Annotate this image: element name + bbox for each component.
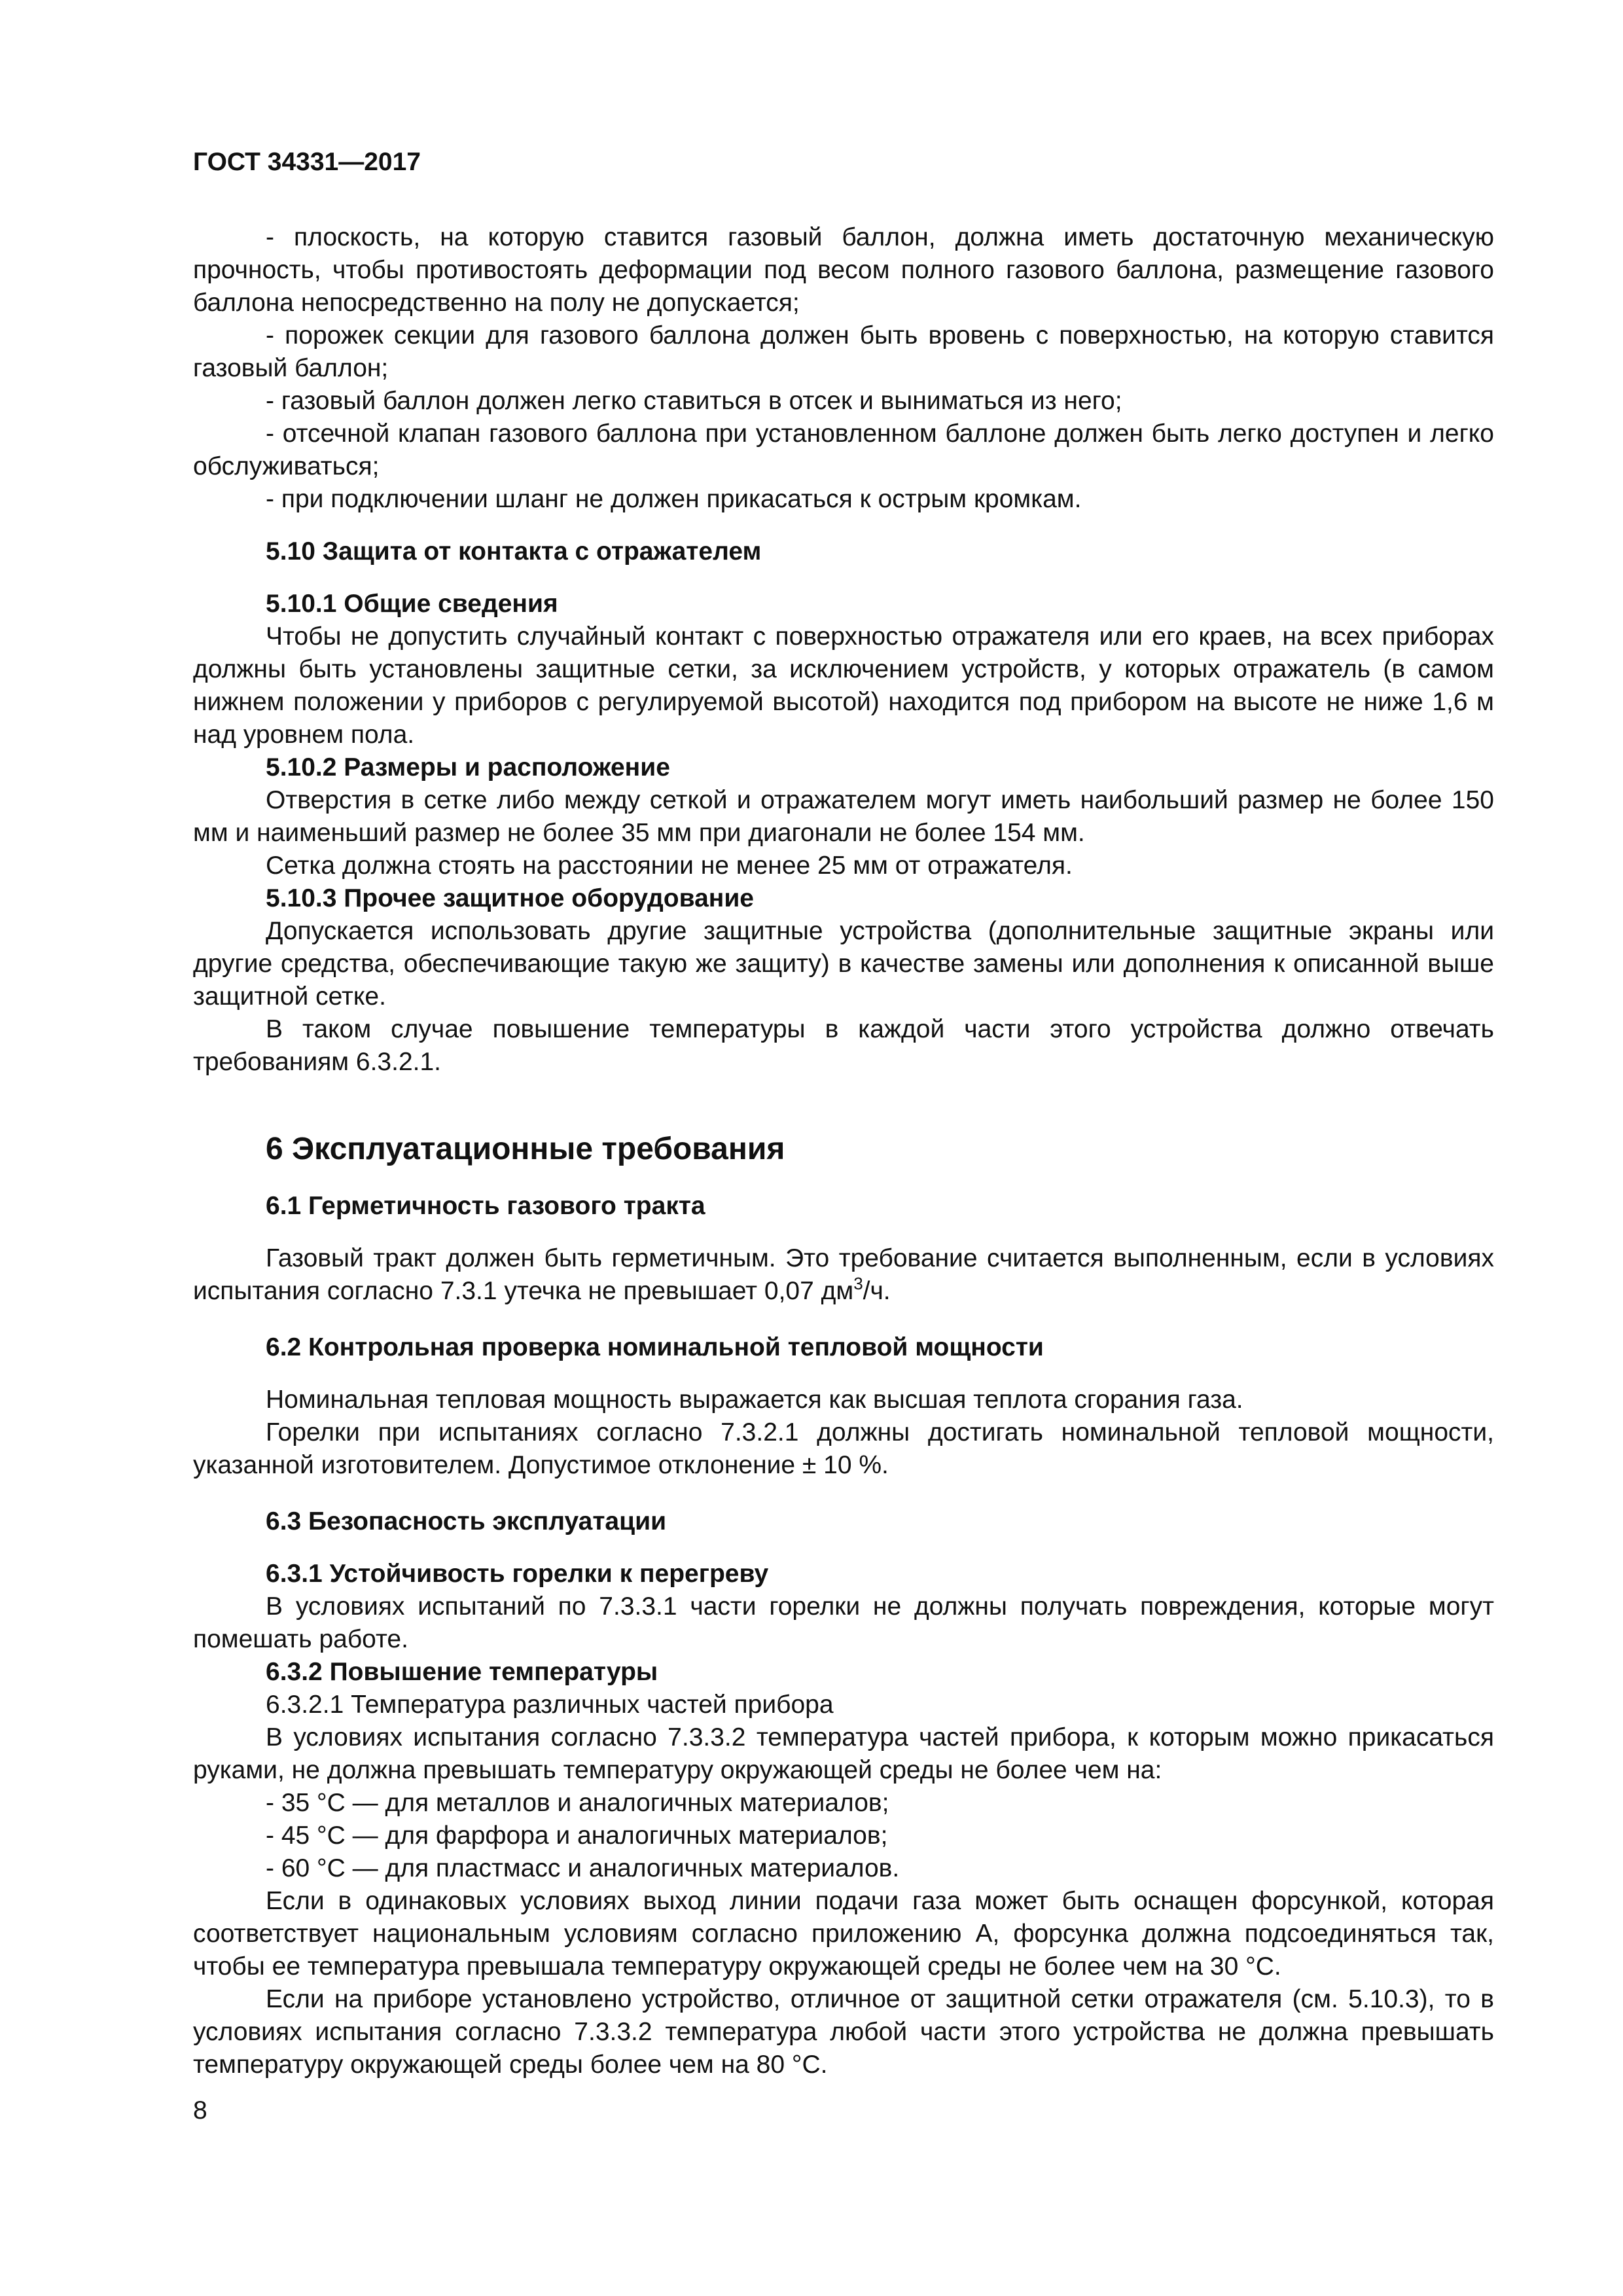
subsection-heading-5-10-1: 5.10.1 Общие сведения — [266, 590, 558, 618]
list-item: - порожек секции для газового баллона должен быть вровень с поверхностью, на которую ставится газовый баллон; — [193, 321, 1494, 382]
paragraph: Сетка должна стоять на расстоянии не менее 25 мм от отражателя. — [266, 852, 1073, 880]
paragraph: В условиях испытания согласно 7.3.3.2 температура частей прибора, к которым можно прикасаться руками, не должна превышать температуру окружающей среды не более чем на: — [193, 1723, 1494, 1784]
list-item: - 35 °С — для металлов и аналогичных материалов; — [266, 1789, 889, 1817]
page-number: 8 — [193, 2096, 207, 2125]
list-item: - 60 °С — для пластмасс и аналогичных материалов. — [266, 1854, 900, 1882]
subsection-heading-6-3-2: 6.3.2 Повышение температуры — [266, 1658, 658, 1686]
list-item: - отсечной клапан газового баллона при установленном баллоне должен быть легко доступен и легко обслуживаться; — [193, 420, 1494, 480]
section-heading-6-3: 6.3 Безопасность эксплуатации — [266, 1507, 667, 1535]
clause-title-6-3-2-1: 6.3.2.1 Температура различных частей прибора — [266, 1691, 834, 1719]
subsection-heading-5-10-3: 5.10.3 Прочее защитное оборудование — [266, 884, 754, 912]
list-item: - при подключении шланг не должен прикасаться к острым кромкам. — [266, 485, 1082, 513]
paragraph: Чтобы не допустить случайный контакт с поверхностью отражателя или его краев, на всех приборах должны быть установлены защитные сетки, за исключением устройств, у которых отражатель (в самом нижнем положении у приборов с регулируемой высотой) находится под прибором на высоте не ниже 1,6 м над уровнем пола. — [193, 622, 1494, 749]
paragraph — [193, 1242, 1494, 1308]
paragraph: В условиях испытаний по 7.3.3.1 части горелки не должны получать повреждения, которые могут помешать работе. — [193, 1592, 1494, 1653]
leak-unit-tail: /ч. — [863, 1277, 891, 1305]
subsection-heading-6-3-1: 6.3.1 Устойчивость горелки к перегреву — [266, 1560, 769, 1588]
paragraph: Горелки при испытаниях согласно 7.3.2.1 должны достигать номинальной тепловой мощности, указанной изготовителем. Допустимое отклонение ± 10 %. — [193, 1418, 1494, 1479]
section-heading-6-1: 6.1 Герметичность газового тракта — [266, 1192, 705, 1220]
paragraph: Если на приборе установлено устройство, отличное от защитной сетки отражателя (см. 5.10.3), то в условиях испытания согласно 7.3.3.2 температура любой части этого устройства не должна превышать температуру окружающей среды более чем на 80 °С. — [193, 1985, 1494, 2079]
page-content — [193, 221, 1494, 2081]
paragraph: Если в одинаковых условиях выход линии подачи газа может быть оснащен форсункой, которая соответствует национальным условиям согласно приложению А, форсунка должна подсоединяться так, чтобы ее температура превышала температуру окружающей среды не более чем на 30 °С. — [193, 1887, 1494, 1981]
subsection-heading-5-10-2: 5.10.2 Размеры и расположение — [266, 753, 670, 781]
list-item: - плоскость, на которую ставится газовый баллон, должна иметь достаточную механическую прочность, чтобы противостоять деформации под весом полного газового баллона, размещение газового баллона непосредственно на полу не допускается; — [193, 223, 1494, 317]
section-heading-6-2: 6.2 Контрольная проверка номинальной тепловой мощности — [266, 1333, 1044, 1361]
section-heading-5-10: 5.10 Защита от контакта с отражателем — [266, 537, 762, 565]
list-item: - газовый баллон должен легко ставиться в отсек и выниматься из него; — [266, 387, 1122, 415]
document-header: ГОСТ 34331—2017 — [193, 148, 421, 176]
paragraph: В таком случае повышение температуры в каждой части этого устройства должно отвечать требованиям 6.3.2.1. — [193, 1015, 1494, 1076]
leak-text: Газовый тракт должен быть герметичным. Это требование считается выполненным, если в условиях испытания согласно 7.3.1 утечка не превышает 0,07 дм — [193, 1244, 1494, 1305]
cubic-superscript: 3 — [853, 1274, 863, 1293]
paragraph: Допускается использовать другие защитные устройства (дополнительные защитные экраны или другие средства, обеспечивающие такую же защиту) в качестве замены или дополнения к описанной выше защитной сетке. — [193, 917, 1494, 1011]
paragraph: Отверстия в сетке либо между сеткой и отражателем могут иметь наибольший размер не более 150 мм и наименьший размер не более 35 мм при диагонали не более 154 мм. — [193, 786, 1494, 847]
section-heading-6: 6 Эксплуатационные требования — [266, 1132, 785, 1166]
list-item: - 45 °С — для фарфора и аналогичных материалов; — [266, 1821, 888, 1850]
paragraph: Номинальная тепловая мощность выражается как высшая теплота сгорания газа. — [266, 1386, 1243, 1414]
